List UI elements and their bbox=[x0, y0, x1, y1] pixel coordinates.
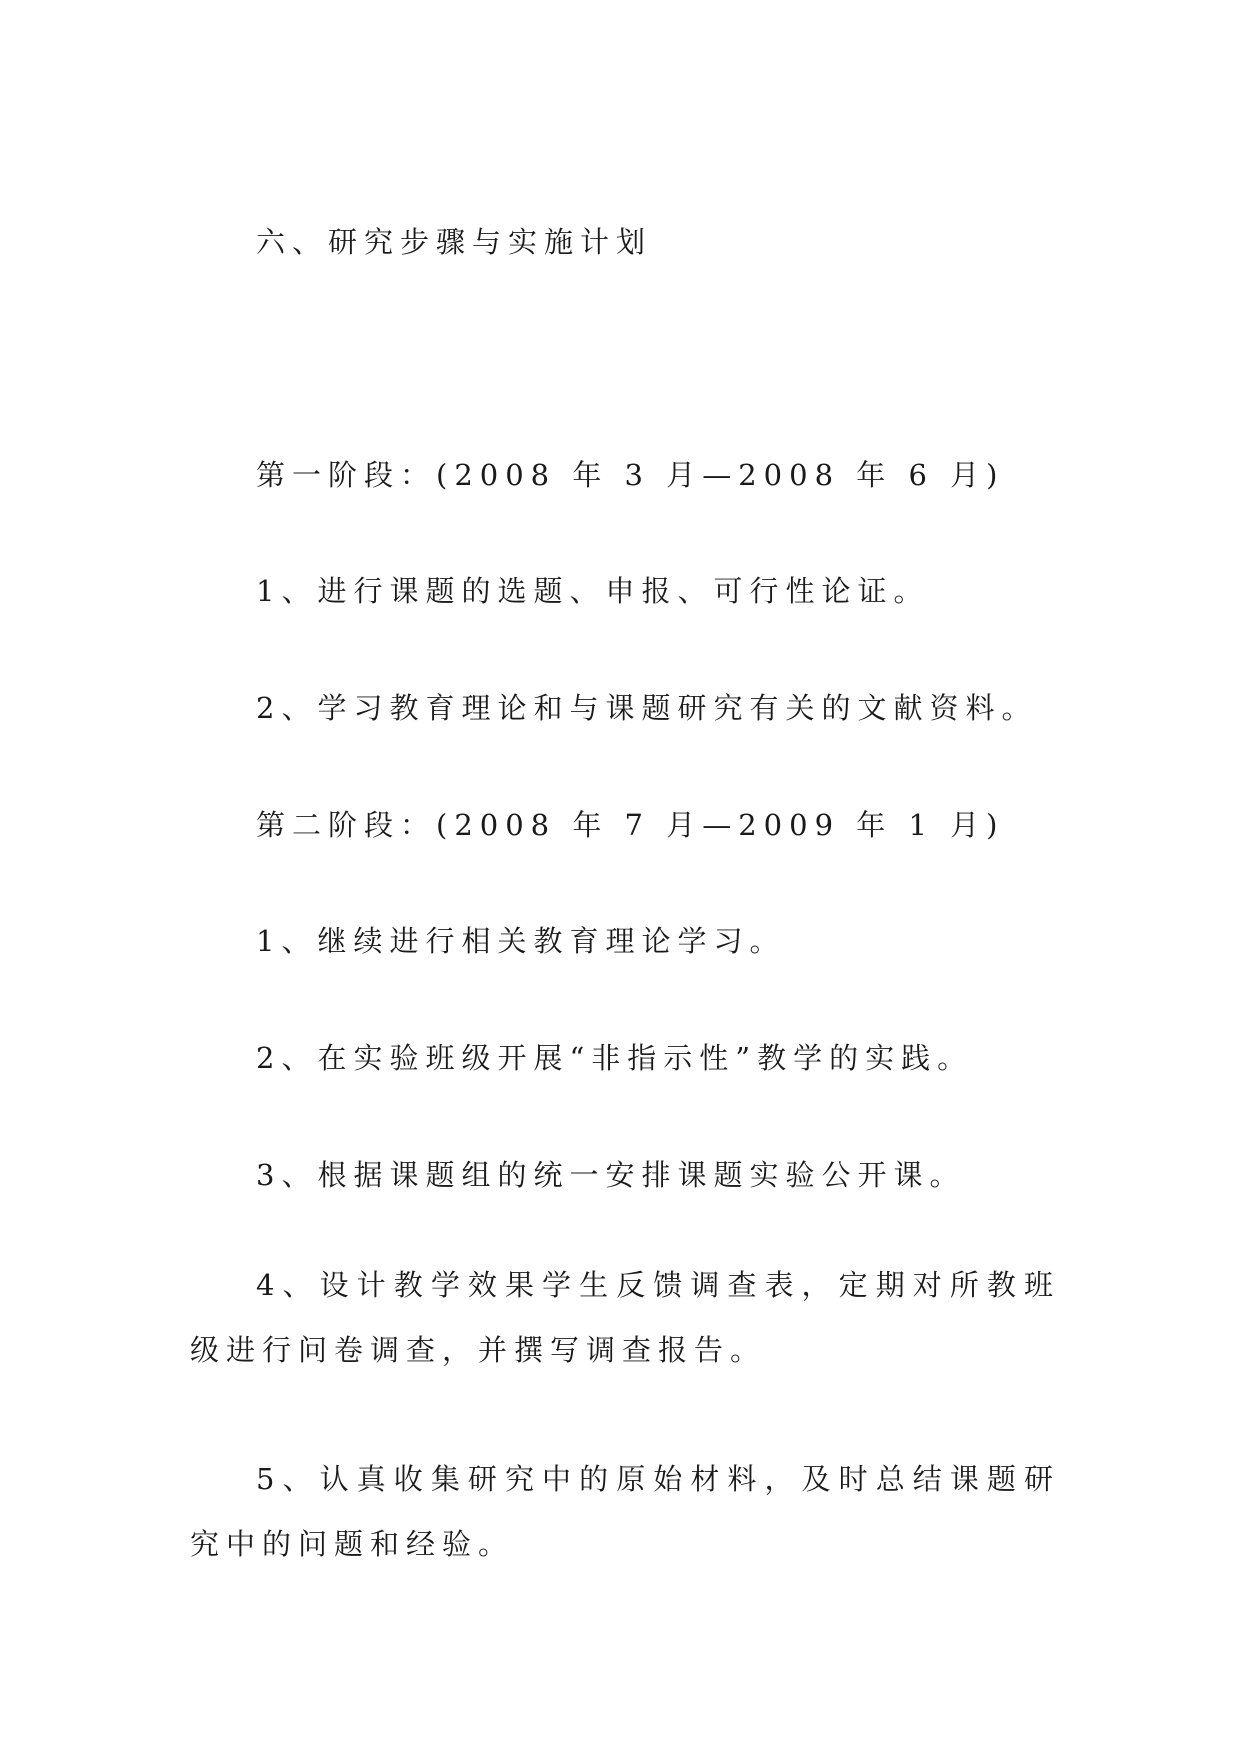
stage-1-item-1: 1、进行课题的选题、申报、可行性论证。 bbox=[256, 574, 930, 608]
stage-1-item-2: 2、学习教育理论和与课题研究有关的文献资料。 bbox=[256, 691, 1038, 725]
stage-2-item-1: 1、继续进行相关教育理论学习。 bbox=[256, 924, 786, 958]
section-heading: 六、研究步骤与实施计划 bbox=[256, 225, 653, 259]
stage-2-item-2: 2、在实验班级开展“非指示性”教学的实践。 bbox=[256, 1041, 974, 1075]
stage-1-title: 第一阶段：(2008 年 3 月—2008 年 6 月) bbox=[256, 458, 1005, 492]
stage-2-item-4: 4、设计教学效果学生反馈调查表，定期对所教班级进行问卷调查，并撰写调查报告。 bbox=[190, 1268, 1060, 1367]
stage-2-item-3: 3、根据课题组的统一安排课题实验公开课。 bbox=[256, 1158, 966, 1192]
stage-2-title: 第二阶段：(2008 年 7 月—2009 年 1 月) bbox=[256, 808, 1005, 842]
stage-2-item-5: 5、认真收集研究中的原始材料，及时总结课题研究中的问题和经验。 bbox=[190, 1462, 1060, 1561]
